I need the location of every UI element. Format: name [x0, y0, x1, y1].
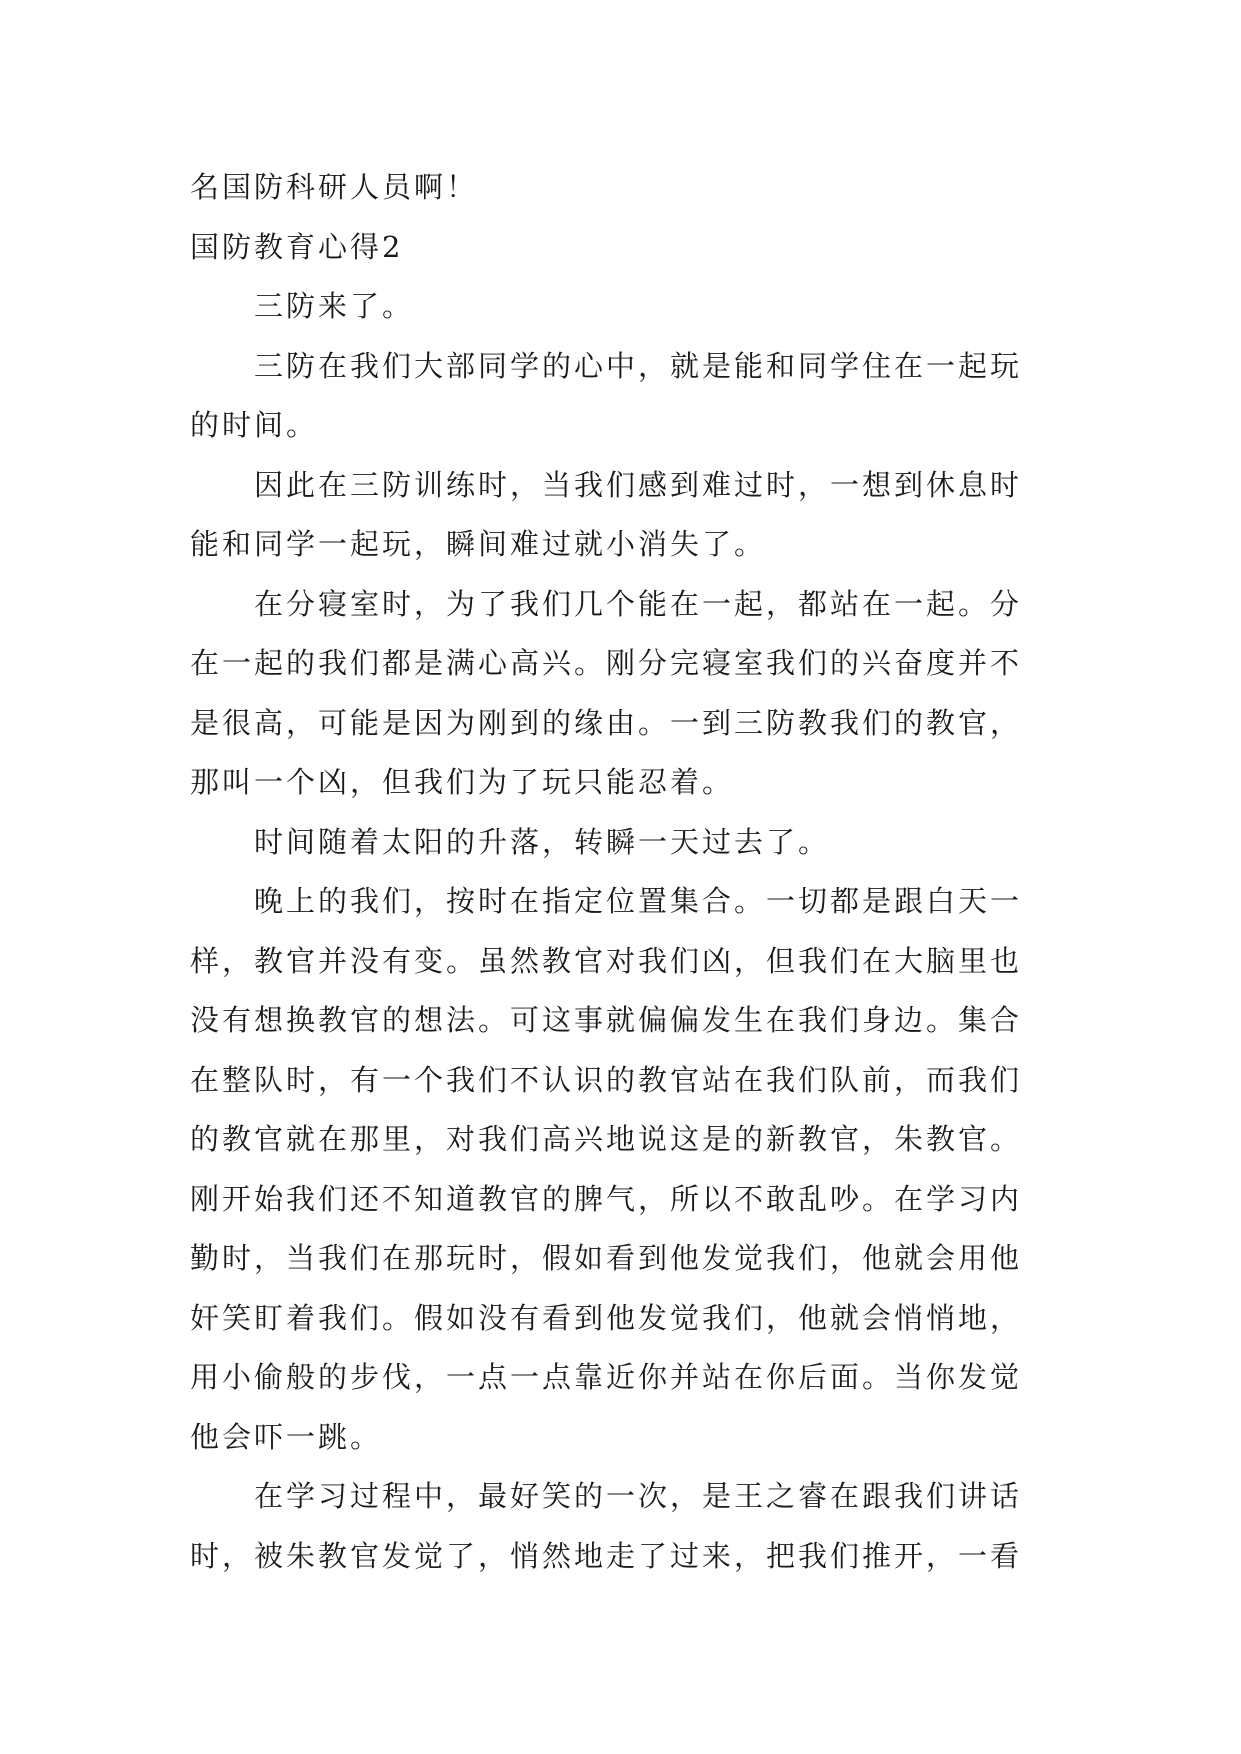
section-heading: 国防教育心得2 [190, 229, 404, 264]
text-line: 名国防科研人员啊！ [190, 170, 479, 204]
text-line: 在分寝室时，为了我们几个能在一起，都站在一起。分 [254, 586, 1023, 621]
text-line: 三防在我们大部同学的心中，就是能和同学住在一起玩 [254, 348, 1023, 383]
text-line: 时，被朱教官发觉了，悄然地走了过来，把我们推开，一看 [190, 1538, 1023, 1573]
text-line: 时间随着太阳的升落，转瞬一天过去了。 [254, 824, 831, 859]
text-line: 因此在三防训练时，当我们感到难过时，一想到休息时 [254, 467, 1023, 502]
text-line: 在学习过程中，最好笑的一次，是王之睿在跟我们讲话 [254, 1479, 1023, 1513]
text-line: 用小偷般的步伐，一点一点靠近你并站在你后面。当你发觉 [190, 1360, 1023, 1394]
text-line: 勤时，当我们在那玩时，假如看到他发觉我们，他就会用他 [190, 1241, 1023, 1275]
text-line: 晚上的我们，按时在指定位置集合。一切都是跟白天一 [254, 884, 1023, 918]
document-body [190, 158, 1075, 1586]
text-line: 的教官就在那里，对我们高兴地说这是的新教官，朱教官。 [190, 1122, 1023, 1156]
text-line: 他会吓一跳。 [190, 1419, 383, 1454]
text-line: 是很高，可能是因为刚到的缘由。一到三防教我们的教官， [190, 705, 1023, 740]
text-line: 刚开始我们还不知道教官的脾气，所以不敢乱吵。在学习内 [190, 1181, 1023, 1216]
text-line: 奸笑盯着我们。假如没有看到他发觉我们，他就会悄悄地， [190, 1300, 1023, 1335]
text-line: 三防来了。 [254, 289, 415, 323]
text-line: 没有想换教官的想法。可这事就偏偏发生在我们身边。集合 [190, 1003, 1023, 1037]
text-line: 在一起的我们都是满心高兴。刚分完寝室我们的兴奋度并不 [190, 646, 1023, 680]
text-line: 那叫一个凶，但我们为了玩只能忍着。 [190, 765, 735, 799]
text-line: 样，教官并没有变。虽然教官对我们凶，但我们在大脑里也 [190, 943, 1023, 978]
text-line: 能和同学一起玩，瞬间难过就小消失了。 [190, 527, 767, 561]
text-line: 在整队时，有一个我们不认识的教官站在我们队前，而我们 [190, 1062, 1023, 1097]
text-line: 的时间。 [190, 408, 319, 442]
